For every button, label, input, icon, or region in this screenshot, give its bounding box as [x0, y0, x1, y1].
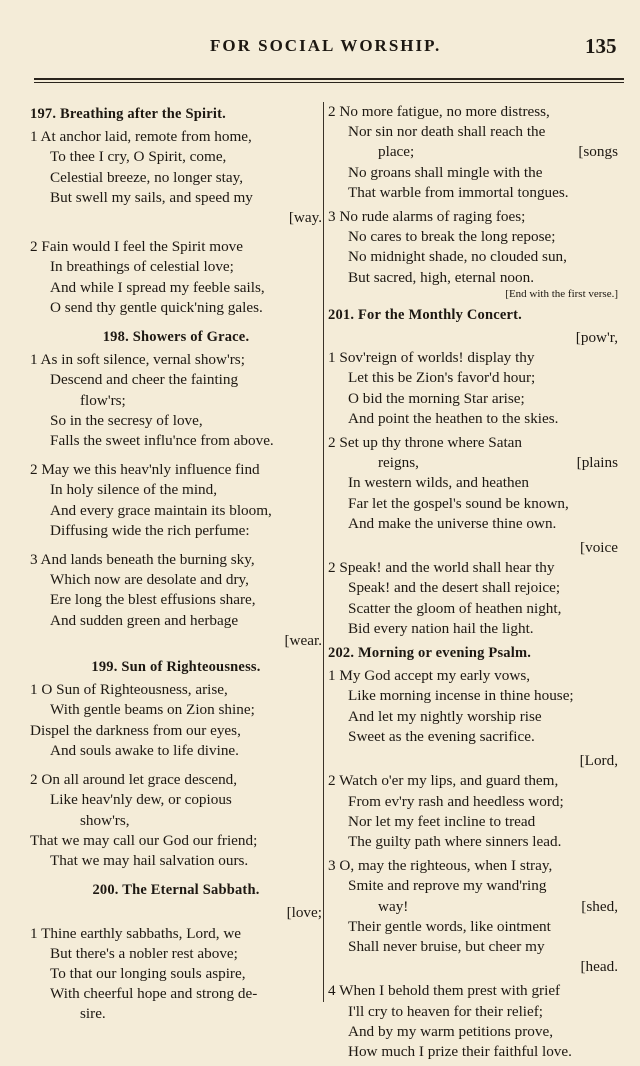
- verse-line: And by my warm petitions prove,: [348, 1022, 554, 1040]
- verse-line: 3 And lands beneath the burning sky,: [30, 551, 255, 569]
- stanza: [328, 102, 618, 203]
- stanza: [30, 127, 322, 228]
- verse-line: sire.: [80, 1005, 106, 1023]
- verse-line: Their gentle words, like ointment: [348, 917, 551, 935]
- verse-line: In breathings of celestial love;: [50, 258, 234, 276]
- verse-line-carryover: [head.: [580, 958, 618, 976]
- verse-line: Which now are desolate and dry,: [50, 571, 249, 589]
- verse-line: show'rs,: [80, 811, 130, 829]
- verse-line: But there's a nobler rest above;: [50, 944, 238, 962]
- verse-line: And while I spread my feeble sails,: [50, 278, 265, 296]
- verse-line: No midnight shade, no clouded sun,: [348, 248, 567, 266]
- verse-line: 2 Fain would I feel the Spirit move: [30, 238, 244, 256]
- verse-line: Descend and cheer the fainting: [50, 371, 239, 389]
- verse-line: And make the universe thine own.: [348, 514, 557, 532]
- hymn-197: [30, 104, 322, 318]
- stanza: [30, 237, 322, 318]
- verse-line: Scatter the gloom of heathen night,: [348, 599, 562, 617]
- hymn-title: 199. Sun of Righteousness.: [91, 659, 261, 676]
- verse-line-carryover: [wear.: [284, 631, 322, 649]
- verse-line: Like morning incense in thine house;: [348, 687, 574, 705]
- verse-line: No groans shall mingle with the: [348, 163, 543, 181]
- verse-line: But swell my sails, and speed my: [50, 188, 253, 206]
- hymn-title: 200. The Eternal Sabbath.: [92, 882, 260, 899]
- running-head: [0, 34, 640, 62]
- verse-line: Falls the sweet influ'nce from above.: [50, 432, 274, 450]
- verse-line: No cares to break the long repose;: [348, 228, 556, 246]
- verse-line: 4 When I behold them prest with grief: [328, 982, 561, 1000]
- hymn-title: 198. Showers of Grace.: [102, 329, 250, 346]
- verse-line: 1 My God accept my early vows,: [328, 667, 531, 685]
- verse-line: Diffusing wide the rich perfume:: [50, 521, 250, 539]
- verse-line: In western wilds, and heathen: [348, 474, 529, 492]
- stanza: [30, 770, 322, 871]
- verse-line: 1 As in soft silence, vernal show'rs;: [30, 351, 245, 369]
- verse-line: 1 O Sun of Righteousness, arise,: [30, 681, 228, 699]
- stanza: [328, 207, 618, 301]
- verse-fragment: way!: [378, 897, 409, 915]
- stanza: [328, 433, 618, 534]
- stanza: [30, 460, 322, 541]
- verse-line: 2 Set up thy throne where Satan: [328, 434, 523, 452]
- verse-line: Ere long the blest effusions share,: [50, 591, 256, 609]
- stanza: [30, 550, 322, 651]
- verse-line: The guilty path where sinners lead.: [348, 832, 562, 850]
- column-divider: [323, 102, 324, 1002]
- verse-line: Bid every nation hail the light.: [348, 619, 534, 637]
- verse-line-split: [328, 142, 618, 162]
- verse-line: 3 O, may the righteous, when I stray,: [328, 857, 553, 875]
- verse-line: 1 Sov'reign of worlds! display thy: [328, 349, 535, 367]
- stanza: [328, 666, 618, 747]
- verse-line: Sweet as the evening sacrifice.: [348, 727, 535, 745]
- verse-line: Let this be Zion's favor'd hour;: [348, 369, 536, 387]
- page-number: 135: [585, 34, 617, 58]
- verse-line-carryover: [Lord,: [579, 752, 618, 770]
- verse-line: Far let the gospel's sound be known,: [348, 494, 569, 512]
- hymn-200-continued: [328, 102, 618, 301]
- left-column: [30, 102, 322, 1029]
- header-rule: [34, 78, 624, 83]
- verse-fragment: place;: [378, 143, 415, 161]
- verse-line: With gentle beams on Zion shine;: [50, 701, 255, 719]
- verse-line: From ev'ry rash and heedless word;: [348, 792, 564, 810]
- stanza: [328, 751, 618, 852]
- end-note: [End with the first verse.]: [505, 287, 618, 300]
- verse-carryover: [songs: [578, 143, 618, 161]
- verse-line: And every grace maintain its bloom,: [50, 501, 272, 519]
- verse-line: Nor sin nor death shall reach the: [348, 123, 546, 141]
- verse-line: O send thy gentle quick'ning gales.: [50, 298, 263, 316]
- verse-line: To thee I cry, O Spirit, come,: [50, 148, 227, 166]
- hymn-199: [30, 657, 322, 871]
- verse-line: 2 May we this heav'nly influence find: [30, 461, 260, 479]
- verse-line-split: [328, 897, 618, 917]
- verse-line: I'll cry to heaven for their relief;: [348, 1002, 544, 1020]
- verse-line: Smite and reprove my wand'ring: [348, 877, 547, 895]
- verse-line: 2 No more fatigue, no more distress,: [328, 103, 550, 120]
- hymn-title: 202. Morning or evening Psalm.: [328, 645, 532, 662]
- verse-fragment: reigns,: [378, 454, 419, 472]
- stanza: [328, 981, 618, 1062]
- verse-line: Shall never bruise, but cheer my: [348, 937, 545, 955]
- verse-line: But sacred, high, eternal noon.: [348, 268, 534, 286]
- verse-line: And point the heathen to the skies.: [348, 409, 559, 427]
- verse-line-carryover: [love;: [286, 904, 322, 922]
- verse-carryover: [shed,: [581, 897, 618, 915]
- hymn-title: 201. For the Monthly Concert.: [328, 306, 523, 323]
- verse-line-carryover: [way.: [288, 209, 322, 227]
- verse-line: 2 Speak! and the world shall hear thy: [328, 559, 555, 577]
- stanza: [328, 328, 618, 429]
- verse-line: Celestial breeze, no longer stay,: [50, 168, 244, 186]
- verse-line: Like heav'nly dew, or copious: [50, 791, 232, 809]
- verse-line: Speak! and the desert shall rejoice;: [348, 579, 561, 597]
- verse-line: In holy silence of the mind,: [50, 481, 218, 499]
- verse-line: To that our longing souls aspire,: [50, 964, 246, 982]
- verse-line: How much I prize their faithful love.: [348, 1042, 572, 1060]
- verse-line: And let my nightly worship rise: [348, 707, 542, 725]
- hymn-200: [30, 880, 322, 1024]
- verse-line: 1 Thine earthly sabbaths, Lord, we: [30, 924, 242, 942]
- stanza: [30, 350, 322, 451]
- running-title: FOR SOCIAL WORSHIP.: [210, 36, 442, 55]
- verse-line: That we may call our God our friend;: [30, 831, 258, 849]
- stanza: [30, 903, 322, 1024]
- verse-carryover: [plains: [576, 454, 618, 472]
- verse-line: 1 At anchor laid, remote from home,: [30, 128, 252, 146]
- verse-line-carryover: [voice: [580, 539, 618, 557]
- hymn-title: 197. Breathing after the Spirit.: [30, 106, 226, 122]
- verse-line: That warble from immortal tongues.: [348, 183, 569, 201]
- verse-line: O bid the morning Star arise;: [348, 389, 525, 407]
- hymn-202: [328, 643, 618, 1062]
- verse-line: So in the secresy of love,: [50, 411, 203, 429]
- hymn-201: [328, 305, 618, 639]
- verse-line: With cheerful hope and strong de-: [50, 985, 258, 1003]
- verse-line: That we may hail salvation ours.: [50, 851, 249, 869]
- verse-line: Nor let my feet incline to tread: [348, 812, 536, 830]
- verse-line: Dispel the darkness from our eyes,: [30, 721, 241, 739]
- stanza: [328, 538, 618, 639]
- verse-line-split: [328, 453, 618, 473]
- verse-line: And souls awake to life divine.: [50, 741, 239, 759]
- verse-line: 2 Watch o'er my lips, and guard them,: [328, 772, 559, 790]
- verse-line: 3 No rude alarms of raging foes;: [328, 208, 526, 226]
- stanza: [30, 680, 322, 761]
- verse-line: flow'rs;: [80, 391, 126, 409]
- verse-line: 2 On all around let grace descend,: [30, 771, 238, 789]
- right-column: [328, 102, 618, 1066]
- verse-line: And sudden green and herbage: [50, 611, 239, 629]
- stanza: [328, 856, 618, 977]
- verse-line-carryover: [pow'r,: [575, 329, 618, 347]
- hymn-198: [30, 327, 322, 651]
